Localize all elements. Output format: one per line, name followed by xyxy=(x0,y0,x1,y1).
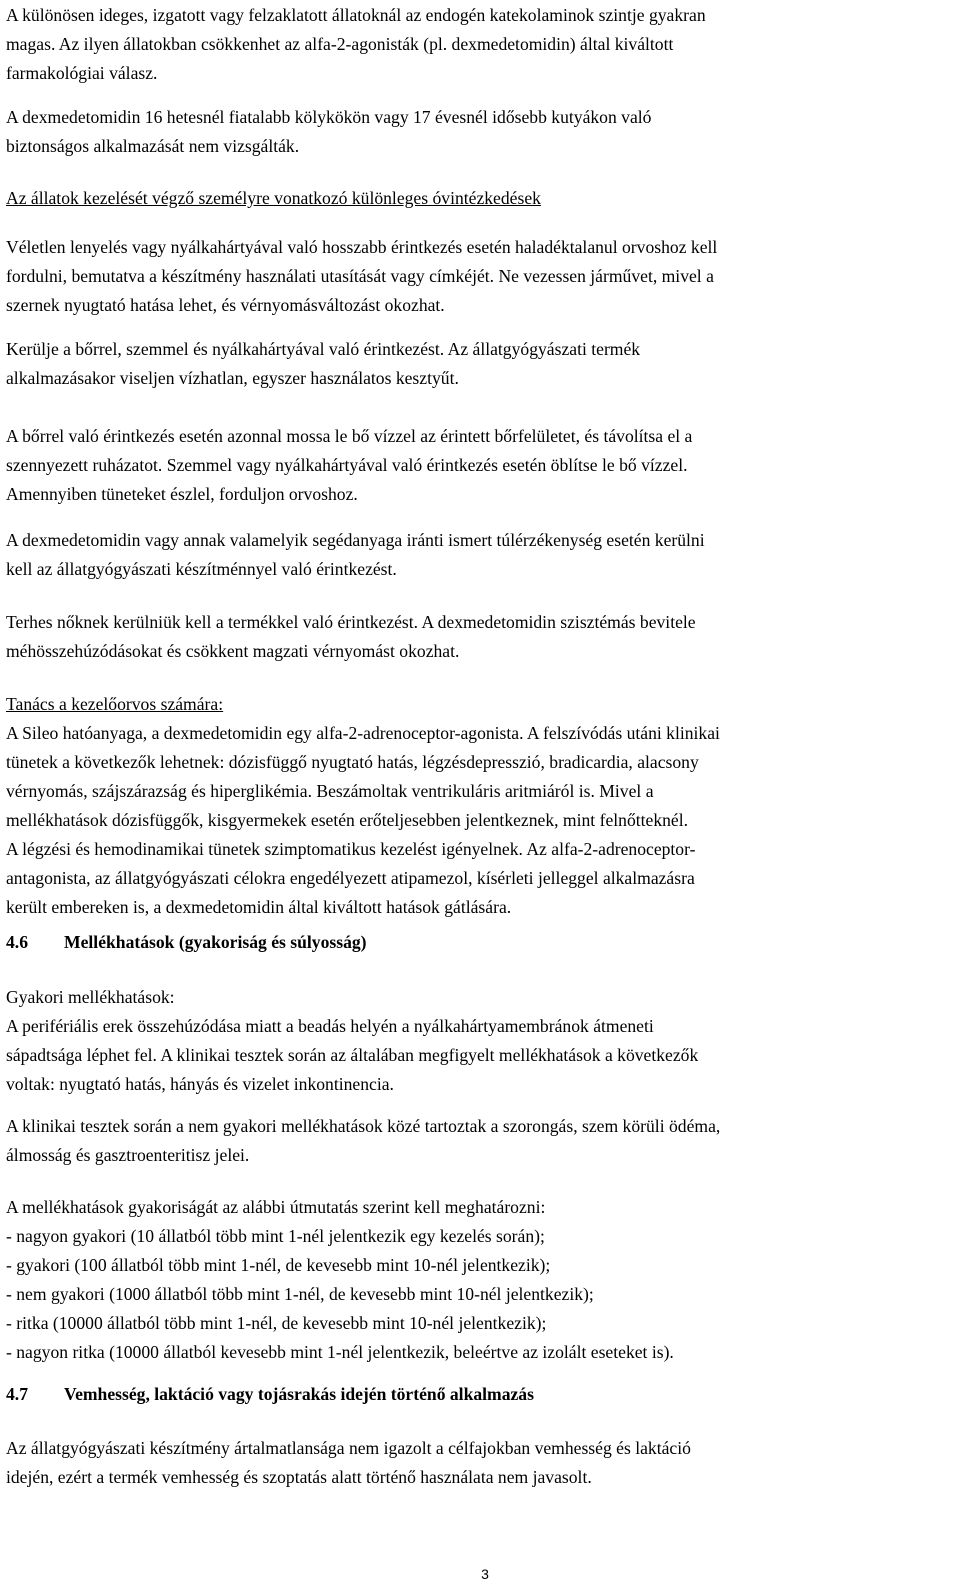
list-item: - ritka (10000 állatból több mint 1-nél, de kevesebb mint 10-nél jelentkezik); xyxy=(6,1313,547,1333)
text-line: méhösszehúzódásokat és csökkent magzati vérnyomást okozhat. xyxy=(6,641,460,661)
text-line: A légzési és hemodinamikai tünetek szimptomatikus kezelést igényelnek. Az alfa-2-adrenoceptor- xyxy=(6,839,696,859)
section-number: 4.6 xyxy=(6,932,28,952)
list-item: - nagyon gyakori (10 állatból több mint 1-nél jelentkezik egy kezelés során); xyxy=(6,1226,545,1246)
list-item: - gyakori (100 állatból több mint 1-nél, de kevesebb mint 10-nél jelentkezik); xyxy=(6,1255,551,1275)
text-line: A különösen ideges, izgatott vagy felzaklatott állatoknál az endogén katekolaminok szintje gyakran xyxy=(6,5,706,25)
text-line: A perifériális erek összehúzódása miatt a beadás helyén a nyálkahártyamembránok átmeneti xyxy=(6,1016,654,1036)
text-line: A dexmedetomidin vagy annak valamelyik segédanyaga iránti ismert túlérzékenység esetén kerülni xyxy=(6,530,705,550)
paragraph-uncommon-side-effects xyxy=(6,1112,946,1170)
text-line: farmakológiai válasz. xyxy=(6,63,158,83)
text-line: álmosság és gasztroenteritisz jelei. xyxy=(6,1145,250,1165)
section-number: 4.7 xyxy=(6,1384,28,1404)
text-line: tünetek a következők lehetnek: dózisfüggő nyugtató hatás, légzésdepresszió, bradicardia, alacsony xyxy=(6,752,699,772)
paragraph-frequency-definitions xyxy=(6,1193,946,1367)
paragraph-accidental-ingestion xyxy=(6,233,946,320)
subheading-operator-precautions xyxy=(6,184,946,213)
section-title: Mellékhatások (gyakoriság és súlyosság) xyxy=(64,932,367,952)
text-line: Az állatgyógyászati készítmény ártalmatlansága nem igazolt a célfajokban vemhesség és laktáció xyxy=(6,1438,691,1458)
section-heading-4-6 xyxy=(6,928,367,957)
text-line: került embereken is, a dexmedetomidin által kiváltott hatások gátlására. xyxy=(6,897,512,917)
text-line: A Sileo hatóanyaga, a dexmedetomidin egy alfa-2-adrenoceptor-agonista. A felszívódás utáni klinikai xyxy=(6,723,720,743)
text-line: Gyakori mellékhatások: xyxy=(6,987,175,1007)
paragraph-hypersensitivity xyxy=(6,526,946,584)
text-line: A mellékhatások gyakoriságát az alábbi útmutatás szerint kell meghatározni: xyxy=(6,1197,546,1217)
paragraph-avoid-contact xyxy=(6,335,946,393)
text-line: Amennyiben tüneteket észlel, forduljon orvoshoz. xyxy=(6,484,358,504)
text-line: Terhes nőknek kerülniük kell a termékkel való érintkezést. A dexmedetomidin szisztémás bevitele xyxy=(6,612,696,632)
text-line: magas. Az ilyen állatokban csökkenhet az alfa-2-agonisták (pl. dexmedetomidin) által kiváltott xyxy=(6,34,674,54)
text-line: szennyezett ruházatot. Szemmel vagy nyálkahártyával való érintkezés esetén öblítse le bő vízzel. xyxy=(6,455,688,475)
text-line: fordulni, bemutatva a készítmény használati utasítását vagy címkéjét. Ne vezessen járművet, mivel a xyxy=(6,266,714,286)
paragraph-catecholamines xyxy=(6,1,946,88)
page-number: 3 xyxy=(481,1566,489,1582)
section-title: Vemhesség, laktáció vagy tojásrakás idején történő alkalmazás xyxy=(64,1384,534,1404)
text-line: kell az állatgyógyászati készítménnyel való érintkezést. xyxy=(6,559,397,579)
subheading-text: Az állatok kezelését végző személyre vonatkozó különleges óvintézkedések xyxy=(6,188,541,208)
paragraph-common-side-effects xyxy=(6,983,946,1099)
text-line: A bőrrel való érintkezés esetén azonnal mossa le bő vízzel az érintett bőrfelületet, és távolítsa el a xyxy=(6,426,693,446)
text-line: szernek nyugtató hatása lehet, és vérnyomásváltozást okozhat. xyxy=(6,295,445,315)
text-line: A dexmedetomidin 16 hetesnél fiatalabb kölykökön vagy 17 évesnél idősebb kutyákon való xyxy=(6,107,652,127)
paragraph-age-safety xyxy=(6,103,946,161)
subheading-physician: Tanács a kezelőorvos számára: xyxy=(6,694,224,714)
text-line: Kerülje a bőrrel, szemmel és nyálkahártyával való érintkezést. Az állatgyógyászati termék xyxy=(6,339,641,359)
text-line: vérnyomás, szájszárazság és hiperglikémia. Beszámoltak ventrikuláris aritmiáról is. Mivel a xyxy=(6,781,654,801)
paragraph-physician-advice xyxy=(6,690,946,922)
text-line: biztonságos alkalmazását nem vizsgálták. xyxy=(6,136,300,156)
section-heading-4-7 xyxy=(6,1380,534,1409)
list-item: - nagyon ritka (10000 állatból kevesebb mint 1-nél jelentkezik, beleértve az izolált eseteket is). xyxy=(6,1342,674,1362)
text-line: alkalmazásakor viseljen vízhatlan, egyszer használatos kesztyűt. xyxy=(6,368,459,388)
text-line: sápadtsága léphet fel. A klinikai tesztek során az általában megfigyelt mellékhatások a következők xyxy=(6,1045,699,1065)
paragraph-skin-contact xyxy=(6,422,946,509)
paragraph-pregnant-women xyxy=(6,608,946,666)
list-item: - nem gyakori (1000 állatból több mint 1-nél, de kevesebb mint 10-nél jelentkezik); xyxy=(6,1284,594,1304)
text-line: antagonista, az állatgyógyászati célokra engedélyezett atipamezol, kísérleti jelleggel alkalmazásra xyxy=(6,868,695,888)
paragraph-pregnancy-use xyxy=(6,1434,946,1492)
text-line: idején, ezért a termék vemhesség és szoptatás alatt történő használata nem javasolt. xyxy=(6,1467,592,1487)
text-line: A klinikai tesztek során a nem gyakori mellékhatások közé tartoztak a szorongás, szem körüli ödéma, xyxy=(6,1116,721,1136)
text-line: mellékhatások dózisfüggők, kisgyermekek esetén erőteljesebben jelentkeznek, mint felnőtteknél. xyxy=(6,810,689,830)
text-line: Véletlen lenyelés vagy nyálkahártyával való hosszabb érintkezés esetén haladéktalanul orvoshoz kell xyxy=(6,237,718,257)
text-line: voltak: nyugtató hatás, hányás és vizelet inkontinencia. xyxy=(6,1074,394,1094)
